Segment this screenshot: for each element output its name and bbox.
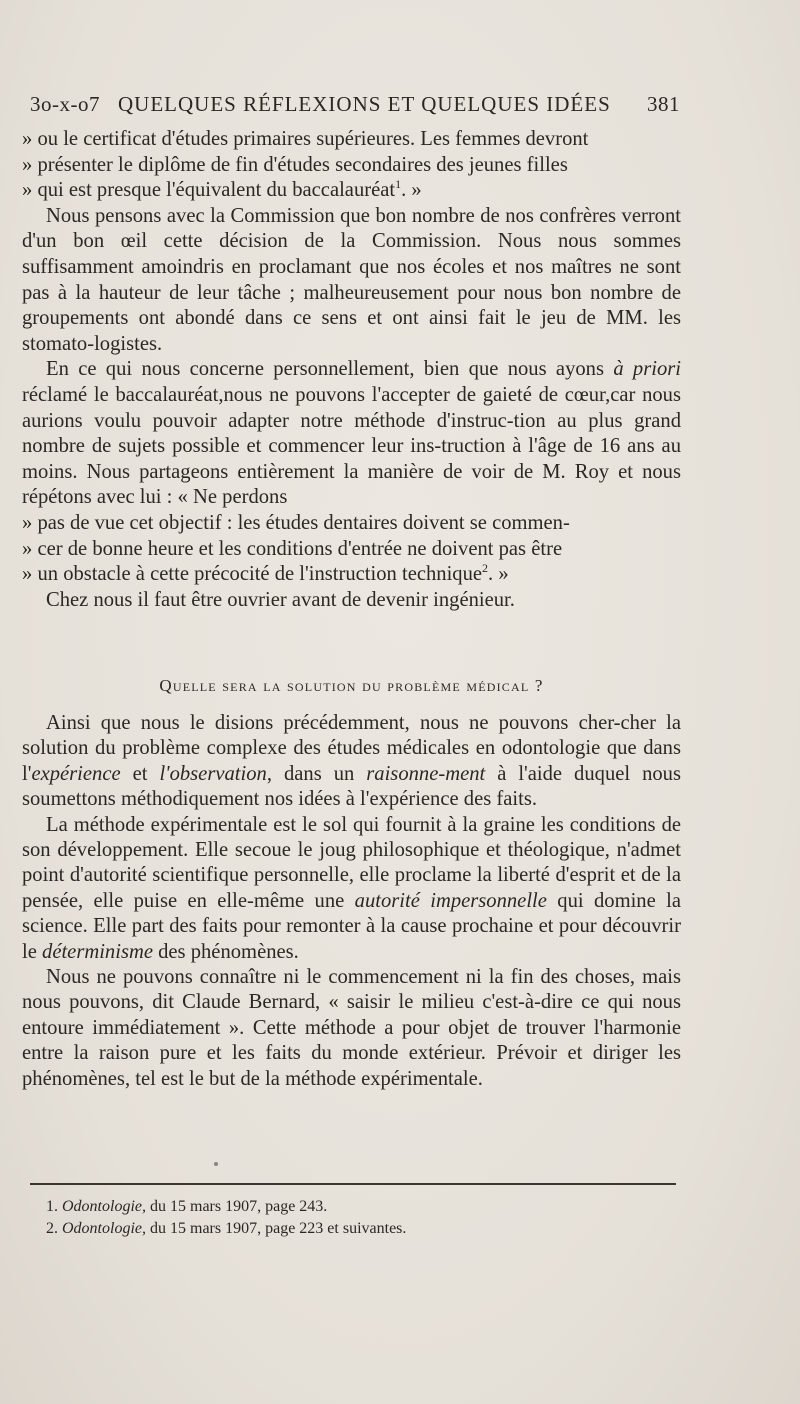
quote-line: » cer de bonne heure et les conditions d'entrée ne doivent pas être [22, 537, 563, 560]
paragraph-text: des phénomènes. [152, 940, 299, 963]
footnote-text: du 15 mars 1907, page 223 et suivantes. [150, 1220, 407, 1237]
footnote-text: du 15 mars 1907, page 243. [150, 1198, 328, 1215]
paragraph [22, 813, 681, 965]
section-heading: Quelle sera la solution du problème médical ? [159, 676, 544, 695]
italic-text: l'observation [159, 762, 267, 785]
paragraph-text: La méthode expérimentale est le sol qui fournit à la graine les conditions de son développement. Elle secoue le joug philosophique et théologique, n'admet point d'autorité scientifique personnelle, elle proclame la liberté d'esprit et de la pensée, elle puise en elle-même une [22, 813, 681, 912]
footnote-rule [30, 1183, 676, 1185]
footnote-number: 1. [46, 1198, 58, 1215]
main-text-upper [22, 127, 681, 613]
footnote-source: Odontologie, [62, 1220, 146, 1237]
paragraph-text: à l'aide duquel nous soumettons méthodiquement nos idées à l'expérience des faits. [22, 762, 681, 811]
paragraph-text: En ce qui nous concerne personnellement, bien que nous ayons [46, 358, 604, 381]
quote-line: » pas de vue cet objectif : les études dentaires doivent se commen- [22, 511, 570, 534]
paragraph [22, 711, 681, 813]
quote-line [22, 178, 681, 204]
ink-speck [214, 1162, 218, 1166]
footnote-source: Odontologie, [62, 1198, 146, 1215]
paragraph-text: , dans un [266, 762, 367, 785]
italic-text: à priori [613, 358, 681, 381]
paragraph: Nous pensons avec la Commission que bon nombre de nos confrères verront d'un bon œil cette décision de la Commission. Nous nous sommes suffisamment amoindris en proclamant que nos écoles et nos maîtres ne sont pas à la hauteur de leur tâche ; malheureusement pour nous bon nombre de groupements ont abondé dans ce sens et ont ainsi fait le jeu de MM. les stomato-logistes. [22, 204, 681, 355]
footnotes [46, 1196, 666, 1240]
paragraph: Nous ne pouvons connaître ni le commencement ni la fin des choses, mais nous pouvons, dit Claude Bernard, « saisir le milieu c'est-à-dire ce qui nous entoure immédiatement ». Cette méthode a pour objet de trouver l'harmonie entre la raison pure et les faits du monde extérieur. Prévoir et diriger les phénomènes, tel est le but de la méthode expérimentale. [22, 966, 681, 1090]
footnote-number: 2. [46, 1220, 58, 1237]
footnote-ref-1: 1 [395, 177, 402, 192]
footnote-2 [46, 1218, 666, 1240]
main-text-lower [22, 711, 681, 1092]
quoted-passage-2 [22, 511, 681, 588]
paragraph-text: qui domine la science. Elle part des faits pour remonter à la cause prochaine et pour découvrir le [22, 889, 681, 963]
italic-text: déterminisme [42, 940, 153, 963]
header-date: 3o-x-o7 [30, 92, 100, 116]
quote-line-end: . » [401, 179, 422, 202]
paragraph: Chez nous il faut être ouvrier avant de devenir ingénieur. [46, 588, 515, 611]
quoted-passage-1 [22, 127, 681, 204]
footnote-1 [46, 1196, 666, 1218]
paragraph-text: Ainsi que nous le disions précédemment, nous ne pouvons cher-cher la solution du problème complexe des études médicales en odontologie que dans l' [22, 712, 681, 785]
paragraph-text: et [120, 762, 160, 785]
quote-line [22, 562, 681, 588]
page-number: 381 [647, 92, 680, 116]
footnote-ref-2: 2 [482, 561, 489, 576]
quote-line: » ou le certificat d'études primaires supérieures. Les femmes devront [22, 128, 589, 150]
quote-line-text: » qui est presque l'équivalent du baccalauréat [22, 179, 396, 202]
header-title: QUELQUES RÉFLEXIONS ET QUELQUES IDÉES [118, 92, 611, 116]
quote-line-text: » un obstacle à cette précocité de l'instruction technique [22, 563, 483, 586]
quote-line-end: . » [488, 563, 509, 586]
running-header [30, 92, 680, 126]
paragraph-text: réclamé le baccalauréat,nous ne pouvons l'accepter de gaieté de cœur,car nous aurions voulu pouvoir adapter notre méthode d'instruc-tion au plus grand nombre de sujets possible et commencer leur ins-truction à l'âge de 16 ans au moins. Nous partageons entièrement la manière de voir de M. Roy et nous répétons avec lui : « Ne perdons [22, 383, 681, 509]
quote-line: » présenter le diplôme de fin d'études secondaires des jeunes filles [22, 153, 568, 176]
italic-text: autorité impersonnelle [354, 889, 547, 912]
italic-text: expérience [31, 762, 121, 785]
italic-text: raisonne-ment [366, 762, 486, 785]
paragraph [22, 357, 681, 511]
